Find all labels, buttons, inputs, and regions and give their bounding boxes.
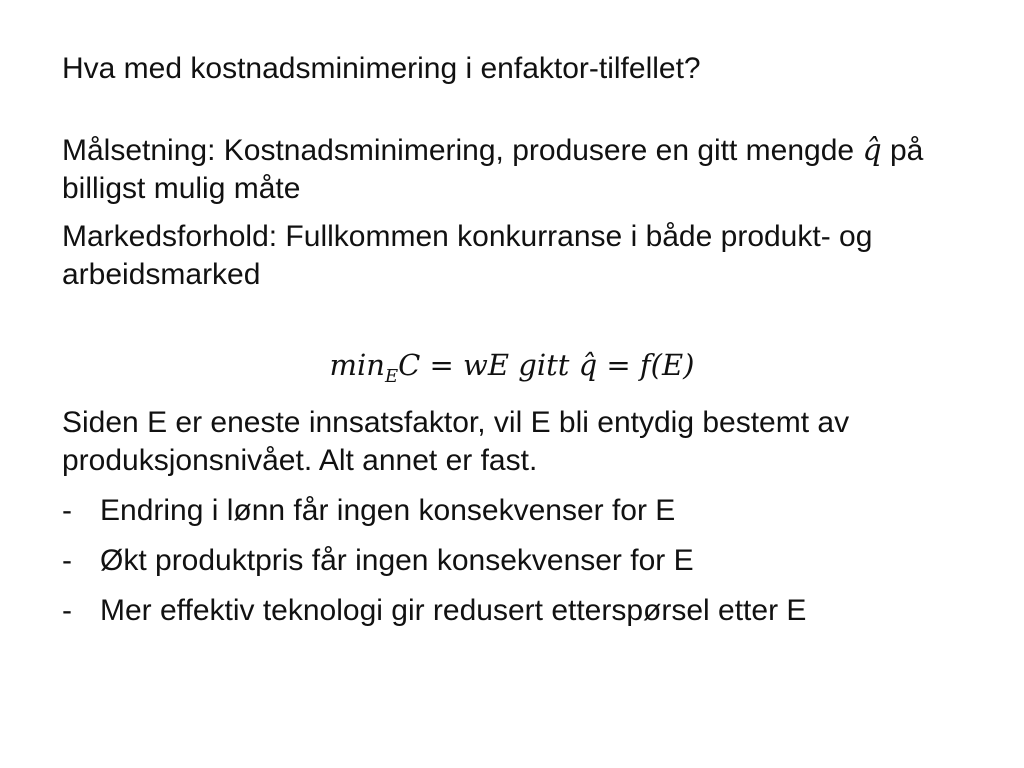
explanation-paragraph: Siden E er eneste innsatsfaktor, vil E bli entydig bestemt av produksjonsnivået. Alt annet er fast. — [62, 405, 850, 477]
formula-subscript: E — [384, 365, 399, 387]
list-item-text: Økt produktpris får ingen konsekvenser for E — [100, 543, 694, 577]
slide-content — [62, 50, 962, 642]
cost-minimization-formula — [62, 346, 962, 396]
goal-paragraph — [62, 132, 962, 208]
list-item — [62, 592, 962, 630]
bullet-dash: - — [62, 493, 72, 527]
market-paragraph: Markedsforhold: Fullkommen konkurranse i både produkt- og arbeidsmarked — [62, 220, 873, 291]
goal-text-after: på billigst mulig måte — [62, 134, 924, 205]
formula-min: min — [329, 348, 385, 382]
list-item-text: Mer effektiv teknologi gir redusert etterspørsel etter E — [100, 593, 807, 627]
list-item — [62, 492, 962, 530]
bullet-dash: - — [62, 543, 72, 577]
formula-rest: C = wE gitt q̂ = f(E) — [398, 348, 695, 382]
list-item-text: Endring i lønn får ingen konsekvenser for E — [100, 493, 676, 527]
consequence-list — [62, 492, 962, 630]
bullet-dash: - — [62, 593, 72, 627]
goal-text-before: Målsetning: Kostnadsminimering, produsere en gitt mengde — [62, 134, 863, 167]
slide-heading: Hva med kostnadsminimering i enfaktor-tilfellet? — [62, 52, 701, 85]
list-item — [62, 542, 962, 580]
q-hat-symbol: q̂ — [862, 133, 882, 168]
